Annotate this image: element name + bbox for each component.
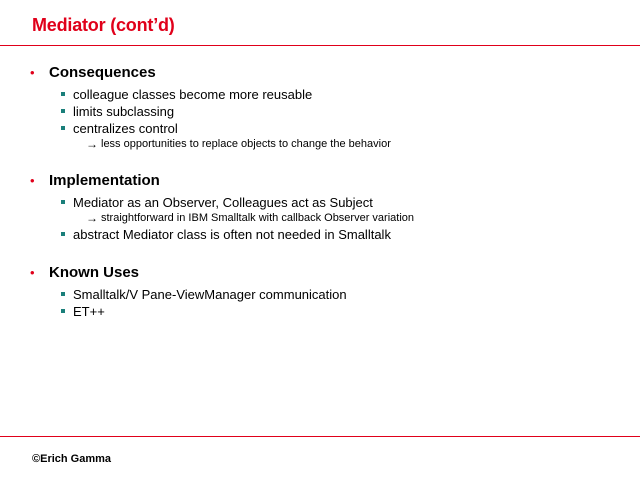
sub-note (30, 137, 391, 152)
heading-text: Known Uses (49, 264, 140, 281)
list-item (30, 303, 347, 320)
list-item (30, 120, 391, 137)
sub-note (30, 211, 414, 226)
square-bullet-icon (61, 109, 65, 113)
square-bullet-icon (61, 92, 65, 96)
square-bullet-icon (61, 200, 65, 204)
note-text: less opportunities to replace objects to change the behavior (101, 138, 391, 150)
square-bullet-icon (61, 232, 65, 236)
square-bullet-icon (61, 309, 65, 313)
square-bullet-icon (61, 126, 65, 130)
item-text: limits subclassing (73, 104, 175, 119)
heading-text: Implementation (49, 172, 160, 189)
item-list (30, 86, 391, 152)
square-bullet-icon (61, 292, 65, 296)
bullet-icon: • (30, 265, 35, 280)
item-text: abstract Mediator class is often not needed in Smalltalk (73, 227, 391, 242)
item-text: colleague classes become more reusable (73, 87, 313, 102)
section-heading (30, 264, 347, 282)
section-known-uses (30, 264, 347, 320)
list-item (30, 194, 414, 211)
list-item (30, 103, 391, 120)
section-consequences (30, 64, 391, 152)
list-item (30, 286, 347, 303)
slide-title: Mediator (cont’d) (32, 15, 175, 35)
item-list (30, 194, 414, 243)
item-text: Mediator as an Observer, Colleagues act as Subject (73, 195, 373, 210)
section-heading (30, 172, 414, 190)
item-text: centralizes control (73, 121, 178, 136)
section-heading (30, 64, 391, 82)
bullet-icon: • (30, 173, 35, 188)
bullet-icon: • (30, 65, 35, 80)
heading-text: Consequences (49, 64, 156, 81)
item-text: Smalltalk/V Pane-ViewManager communication (73, 287, 347, 302)
title-divider (0, 45, 640, 46)
note-text: straightforward in IBM Smalltalk with callback Observer variation (101, 212, 415, 224)
list-item (30, 226, 414, 243)
section-implementation (30, 172, 414, 243)
footer-divider (0, 436, 640, 437)
arrow-icon: → (86, 137, 98, 151)
item-text: ET++ (73, 304, 105, 319)
item-list (30, 286, 347, 320)
list-item (30, 86, 391, 103)
arrow-icon: → (86, 211, 98, 225)
copyright-footer: ©Erich Gamma (32, 453, 112, 465)
